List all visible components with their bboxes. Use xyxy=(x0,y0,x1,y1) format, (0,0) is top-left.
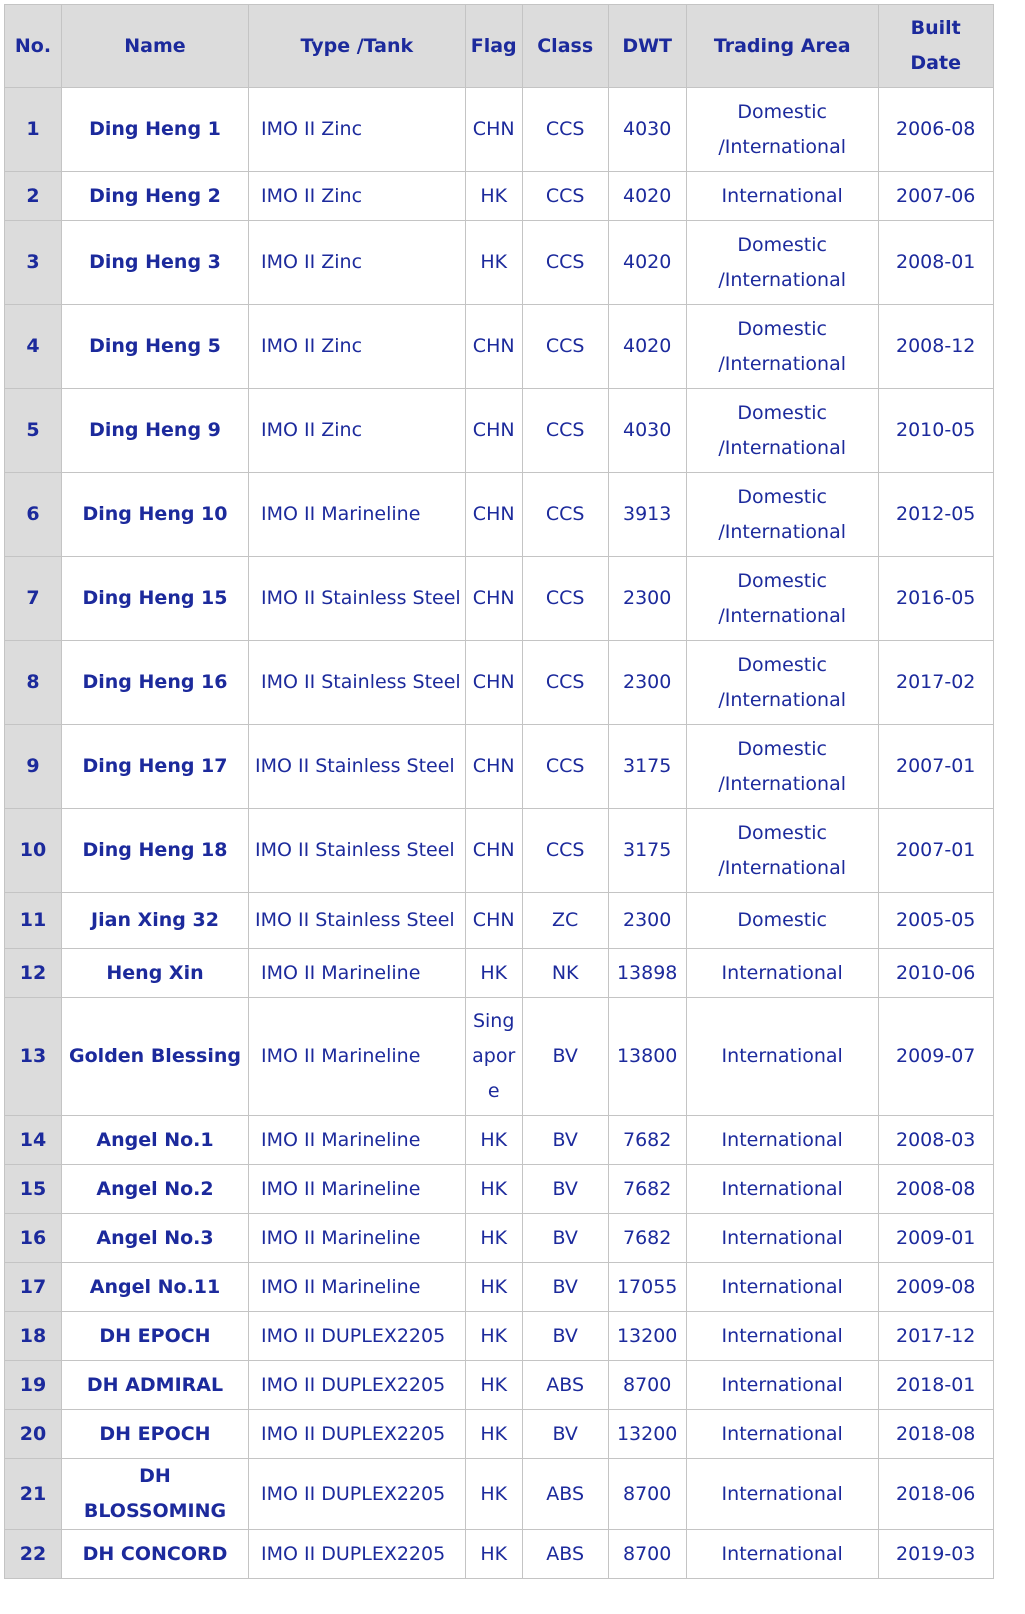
cell-type: IMO II Stainless Steel xyxy=(249,893,466,949)
table-row xyxy=(5,1312,994,1361)
cell-no: 11 xyxy=(5,893,62,949)
table-row xyxy=(5,389,994,473)
table-row xyxy=(5,893,994,949)
cell-class: CCS xyxy=(522,389,608,473)
cell-type: IMO II DUPLEX2205 xyxy=(249,1410,466,1459)
cell-name: Angel No.11 xyxy=(62,1263,249,1312)
table-row xyxy=(5,1530,994,1579)
cell-no: 9 xyxy=(5,725,62,809)
cell-name: DH CONCORD xyxy=(62,1530,249,1579)
cell-flag: HK xyxy=(465,1410,522,1459)
cell-dwt: 4030 xyxy=(608,88,686,172)
cell-class: BV xyxy=(522,1410,608,1459)
table-row xyxy=(5,557,994,641)
cell-name: Ding Heng 15 xyxy=(62,557,249,641)
cell-built-date: 2018-01 xyxy=(878,1361,993,1410)
cell-trading-area: International xyxy=(686,1312,878,1361)
cell-class: BV xyxy=(522,1214,608,1263)
cell-flag: HK xyxy=(465,1263,522,1312)
table-row xyxy=(5,172,994,221)
cell-type: IMO II Marineline xyxy=(249,1263,466,1312)
cell-dwt: 4020 xyxy=(608,172,686,221)
table-row xyxy=(5,1410,994,1459)
cell-flag: HK xyxy=(465,1116,522,1165)
cell-dwt: 4020 xyxy=(608,221,686,305)
cell-name: Ding Heng 16 xyxy=(62,641,249,725)
cell-trading-area: Domestic /International xyxy=(686,473,878,557)
cell-dwt: 4020 xyxy=(608,305,686,389)
table-row xyxy=(5,1214,994,1263)
cell-class: CCS xyxy=(522,809,608,893)
cell-name: DH EPOCH xyxy=(62,1312,249,1361)
cell-built-date: 2010-06 xyxy=(878,949,993,998)
cell-type: IMO II Marineline xyxy=(249,1214,466,1263)
cell-built-date: 2007-01 xyxy=(878,809,993,893)
cell-built-date: 2008-03 xyxy=(878,1116,993,1165)
cell-type: IMO II Zinc xyxy=(249,221,466,305)
cell-dwt: 8700 xyxy=(608,1459,686,1530)
cell-type: IMO II DUPLEX2205 xyxy=(249,1312,466,1361)
cell-built-date: 2008-08 xyxy=(878,1165,993,1214)
cell-no: 2 xyxy=(5,172,62,221)
cell-trading-area: Domestic /International xyxy=(686,725,878,809)
cell-built-date: 2007-06 xyxy=(878,172,993,221)
cell-name: Ding Heng 2 xyxy=(62,172,249,221)
cell-built-date: 2017-12 xyxy=(878,1312,993,1361)
cell-name: Angel No.1 xyxy=(62,1116,249,1165)
cell-class: NK xyxy=(522,949,608,998)
cell-name: Angel No.2 xyxy=(62,1165,249,1214)
header-trading-area: Trading Area xyxy=(686,5,878,88)
cell-name: Ding Heng 10 xyxy=(62,473,249,557)
cell-type: IMO II Marineline xyxy=(249,1165,466,1214)
cell-dwt: 3175 xyxy=(608,809,686,893)
cell-type: IMO II DUPLEX2205 xyxy=(249,1459,466,1530)
cell-no: 5 xyxy=(5,389,62,473)
cell-flag: HK xyxy=(465,172,522,221)
header-built-date: Built Date xyxy=(878,5,993,88)
cell-trading-area: International xyxy=(686,1410,878,1459)
cell-built-date: 2007-01 xyxy=(878,725,993,809)
header-row xyxy=(5,5,994,88)
cell-no: 4 xyxy=(5,305,62,389)
cell-name: Angel No.3 xyxy=(62,1214,249,1263)
cell-class: CCS xyxy=(522,557,608,641)
cell-trading-area: International xyxy=(686,1116,878,1165)
cell-built-date: 2006-08 xyxy=(878,88,993,172)
cell-class: CCS xyxy=(522,725,608,809)
cell-class: CCS xyxy=(522,473,608,557)
cell-flag: CHN xyxy=(465,305,522,389)
cell-dwt: 7682 xyxy=(608,1116,686,1165)
cell-no: 21 xyxy=(5,1459,62,1530)
cell-built-date: 2016-05 xyxy=(878,557,993,641)
cell-class: BV xyxy=(522,1312,608,1361)
cell-trading-area: International xyxy=(686,998,878,1116)
cell-no: 18 xyxy=(5,1312,62,1361)
cell-class: BV xyxy=(522,1263,608,1312)
cell-trading-area: Domestic /International xyxy=(686,305,878,389)
cell-flag: CHN xyxy=(465,473,522,557)
cell-name: Ding Heng 3 xyxy=(62,221,249,305)
header-class: Class xyxy=(522,5,608,88)
cell-class: BV xyxy=(522,1165,608,1214)
cell-class: BV xyxy=(522,1116,608,1165)
cell-class: CCS xyxy=(522,641,608,725)
cell-no: 10 xyxy=(5,809,62,893)
cell-type: IMO II Zinc xyxy=(249,389,466,473)
cell-dwt: 7682 xyxy=(608,1214,686,1263)
cell-type: IMO II Zinc xyxy=(249,305,466,389)
cell-class: CCS xyxy=(522,305,608,389)
cell-name: Ding Heng 17 xyxy=(62,725,249,809)
table-row xyxy=(5,221,994,305)
cell-dwt: 17055 xyxy=(608,1263,686,1312)
cell-no: 19 xyxy=(5,1361,62,1410)
table-body xyxy=(5,88,994,1579)
cell-flag: CHN xyxy=(465,557,522,641)
cell-trading-area: International xyxy=(686,949,878,998)
cell-no: 13 xyxy=(5,998,62,1116)
cell-built-date: 2010-05 xyxy=(878,389,993,473)
cell-type: IMO II Zinc xyxy=(249,172,466,221)
cell-dwt: 8700 xyxy=(608,1530,686,1579)
cell-no: 20 xyxy=(5,1410,62,1459)
cell-built-date: 2018-08 xyxy=(878,1410,993,1459)
cell-built-date: 2009-07 xyxy=(878,998,993,1116)
cell-no: 12 xyxy=(5,949,62,998)
header-flag: Flag xyxy=(465,5,522,88)
table-row xyxy=(5,998,994,1116)
cell-built-date: 2017-02 xyxy=(878,641,993,725)
cell-trading-area: Domestic /International xyxy=(686,88,878,172)
cell-dwt: 7682 xyxy=(608,1165,686,1214)
cell-trading-area: International xyxy=(686,1263,878,1312)
cell-flag: HK xyxy=(465,1312,522,1361)
cell-type: IMO II DUPLEX2205 xyxy=(249,1530,466,1579)
cell-name: Ding Heng 5 xyxy=(62,305,249,389)
cell-flag: HK xyxy=(465,1459,522,1530)
cell-class: ABS xyxy=(522,1530,608,1579)
cell-dwt: 13800 xyxy=(608,998,686,1116)
cell-flag: HK xyxy=(465,1165,522,1214)
header-type: Type /Tank xyxy=(249,5,466,88)
cell-dwt: 8700 xyxy=(608,1361,686,1410)
cell-built-date: 2008-01 xyxy=(878,221,993,305)
cell-name: DH EPOCH xyxy=(62,1410,249,1459)
cell-built-date: 2019-03 xyxy=(878,1530,993,1579)
cell-flag: CHN xyxy=(465,725,522,809)
cell-flag: CHN xyxy=(465,893,522,949)
cell-flag: HK xyxy=(465,1361,522,1410)
table-row xyxy=(5,305,994,389)
cell-class: CCS xyxy=(522,88,608,172)
cell-built-date: 2009-08 xyxy=(878,1263,993,1312)
cell-flag: CHN xyxy=(465,88,522,172)
table-row xyxy=(5,809,994,893)
cell-no: 6 xyxy=(5,473,62,557)
cell-built-date: 2009-01 xyxy=(878,1214,993,1263)
fleet-table xyxy=(4,4,994,1579)
cell-trading-area: International xyxy=(686,172,878,221)
cell-trading-area: International xyxy=(686,1530,878,1579)
cell-type: IMO II Stainless Steel xyxy=(249,641,466,725)
cell-trading-area: Domestic /International xyxy=(686,641,878,725)
cell-flag: HK xyxy=(465,1214,522,1263)
cell-dwt: 13200 xyxy=(608,1410,686,1459)
cell-dwt: 2300 xyxy=(608,641,686,725)
table-row xyxy=(5,1165,994,1214)
cell-flag: CHN xyxy=(465,641,522,725)
cell-no: 22 xyxy=(5,1530,62,1579)
cell-type: IMO II Stainless Steel xyxy=(249,557,466,641)
cell-class: CCS xyxy=(522,172,608,221)
cell-trading-area: Domestic xyxy=(686,893,878,949)
cell-flag: CHN xyxy=(465,389,522,473)
cell-built-date: 2018-06 xyxy=(878,1459,993,1530)
cell-name: Ding Heng 1 xyxy=(62,88,249,172)
cell-type: IMO II DUPLEX2205 xyxy=(249,1361,466,1410)
cell-type: IMO II Marineline xyxy=(249,473,466,557)
table-row xyxy=(5,1459,994,1530)
cell-flag: Singapore xyxy=(465,998,522,1116)
table-row xyxy=(5,1116,994,1165)
header-dwt: DWT xyxy=(608,5,686,88)
cell-class: ABS xyxy=(522,1361,608,1410)
cell-no: 8 xyxy=(5,641,62,725)
table-row xyxy=(5,473,994,557)
cell-trading-area: Domestic /International xyxy=(686,389,878,473)
header-no: No. xyxy=(5,5,62,88)
cell-name: Jian Xing 32 xyxy=(62,893,249,949)
cell-class: BV xyxy=(522,998,608,1116)
cell-flag: HK xyxy=(465,1530,522,1579)
cell-built-date: 2005-05 xyxy=(878,893,993,949)
cell-dwt: 2300 xyxy=(608,557,686,641)
cell-trading-area: Domestic /International xyxy=(686,221,878,305)
cell-name: Ding Heng 9 xyxy=(62,389,249,473)
cell-name: DH BLOSSOMING xyxy=(62,1459,249,1530)
cell-dwt: 3175 xyxy=(608,725,686,809)
cell-name: Heng Xin xyxy=(62,949,249,998)
cell-trading-area: Domestic /International xyxy=(686,809,878,893)
cell-built-date: 2008-12 xyxy=(878,305,993,389)
cell-flag: CHN xyxy=(465,809,522,893)
table-row xyxy=(5,1263,994,1312)
cell-trading-area: Domestic /International xyxy=(686,557,878,641)
cell-class: CCS xyxy=(522,221,608,305)
cell-dwt: 3913 xyxy=(608,473,686,557)
table-row xyxy=(5,88,994,172)
cell-trading-area: International xyxy=(686,1165,878,1214)
cell-flag: HK xyxy=(465,221,522,305)
table-row xyxy=(5,641,994,725)
table-row xyxy=(5,949,994,998)
cell-built-date: 2012-05 xyxy=(878,473,993,557)
table-row xyxy=(5,1361,994,1410)
cell-name: Ding Heng 18 xyxy=(62,809,249,893)
cell-trading-area: International xyxy=(686,1459,878,1530)
cell-type: IMO II Marineline xyxy=(249,949,466,998)
cell-dwt: 4030 xyxy=(608,389,686,473)
cell-class: ZC xyxy=(522,893,608,949)
cell-name: Golden Blessing xyxy=(62,998,249,1116)
cell-type: IMO II Zinc xyxy=(249,88,466,172)
cell-type: IMO II Marineline xyxy=(249,1116,466,1165)
cell-type: IMO II Marineline xyxy=(249,998,466,1116)
table-row xyxy=(5,725,994,809)
cell-no: 1 xyxy=(5,88,62,172)
cell-flag: HK xyxy=(465,949,522,998)
cell-dwt: 13200 xyxy=(608,1312,686,1361)
cell-no: 14 xyxy=(5,1116,62,1165)
cell-no: 15 xyxy=(5,1165,62,1214)
cell-no: 7 xyxy=(5,557,62,641)
header-name: Name xyxy=(62,5,249,88)
cell-trading-area: International xyxy=(686,1361,878,1410)
cell-no: 17 xyxy=(5,1263,62,1312)
cell-dwt: 2300 xyxy=(608,893,686,949)
cell-dwt: 13898 xyxy=(608,949,686,998)
cell-type: IMO II Stainless Steel xyxy=(249,725,466,809)
cell-no: 3 xyxy=(5,221,62,305)
cell-type: IMO II Stainless Steel xyxy=(249,809,466,893)
cell-trading-area: International xyxy=(686,1214,878,1263)
cell-name: DH ADMIRAL xyxy=(62,1361,249,1410)
cell-class: ABS xyxy=(522,1459,608,1530)
cell-no: 16 xyxy=(5,1214,62,1263)
